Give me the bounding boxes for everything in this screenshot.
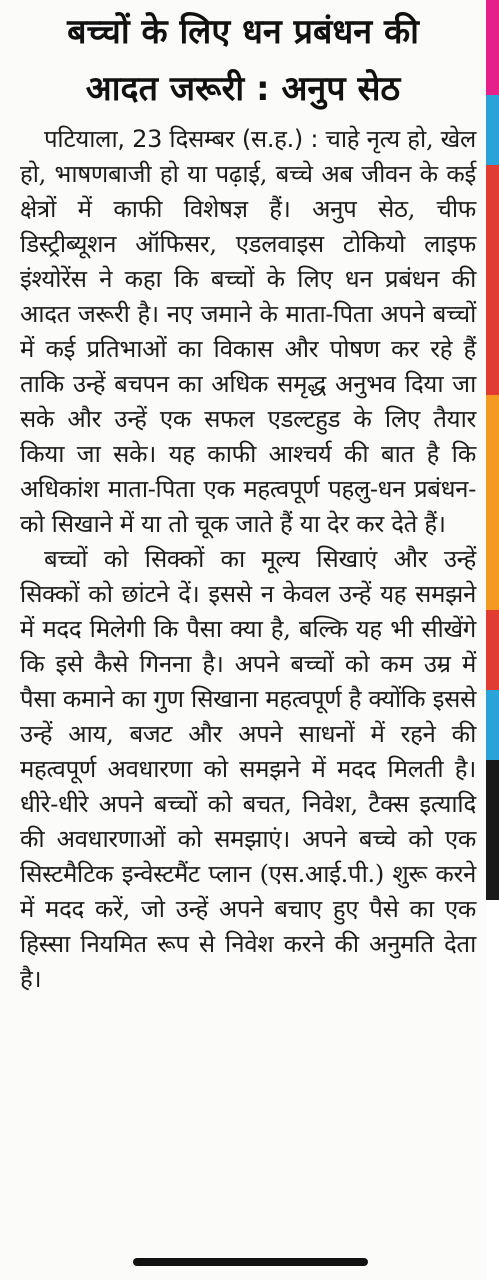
headline-line-1: बच्चों के लिए धन प्रबंधन की (67, 12, 419, 52)
edge-strip-magenta (486, 0, 499, 95)
article-body (20, 122, 476, 997)
edge-strip-orange (486, 395, 499, 610)
home-indicator-bar[interactable] (133, 1258, 368, 1266)
edge-strip-white (486, 900, 499, 1280)
edge-strip-blue (486, 95, 499, 165)
article-paragraph-1 (20, 122, 476, 542)
paragraph-1-text: चाहे नृत्य हो, खेल हो, भाषणबाजी हो या पढ़ाई, बच्चे अब जीवन के कई क्षेत्रों में काफी विशेषज्ञ हैं। अनुप सेठ, चीफ डिस्ट्रीब्यूशन ऑफिसर, एडलवाइस टोकियो लाइफ इंश्योरेंस ने कहा कि बच्चों के लिए धन प्रबंधन की आदत जरूरी है। नए जमाने के माता-पिता अपने बच्चों में कई प्रतिभाओं का विकास और पोषण कर रहे हैं ताकि उन्हें बचपन का अधिक समृद्ध अनुभव दिया जा सके और उन्हें एक सफल एडल्टहुड के लिए तैयार किया जा सके। यह काफी आश्चर्य की बात है कि अधिकांश माता-पिता एक महत्वपूर्ण पहलु-धन प्रबंधन- को सिखाने में या तो चूक जाते हैं या देर कर देते हैं। (20, 125, 476, 538)
edge-strip-red-2 (486, 610, 499, 690)
headline-line-2: आदत जरूरी : अनुप सेठ (85, 69, 401, 109)
edge-strip-blue-2 (486, 690, 499, 760)
dateline: पटियाला, 23 दिसम्बर (स.ह.) : (44, 125, 319, 153)
edge-strip-black (486, 760, 499, 900)
edge-strip-red (486, 165, 499, 395)
article-paragraph-2: बच्चों को सिक्कों का मूल्य सिखाएं और उन्हें सिक्कों को छांटने दें। इससे न केवल उन्हें यह समझने में मदद मिलेगी कि पैसा क्या है, बल्कि यह भी सीखेंगे कि इसे कैसे गिनना है। अपने बच्चों को कम उम्र में पैसा कमाने का गुण सिखाना महत्वपूर्ण है क्योंकि इससे उन्हें आय, बजट और अपने साधनों में रहने की महत्वपूर्ण अवधारणा को समझने में मदद मिलती है। धीरे-धीरे अपने बच्चों को बचत, निवेश, टैक्स इत्यादि की अवधारणाओं को समझाएं। अपने बच्चे को एक सिस्टमैटिक इन्वेस्टमैंट प्लान (एस.आई.पी.) शुरू करने में मदद करें, जो उन्हें अपने बचाए हुए पैसे का एक हिस्सा नियमित रूप से निवेश करने की अनुमति देता है। (20, 545, 476, 993)
